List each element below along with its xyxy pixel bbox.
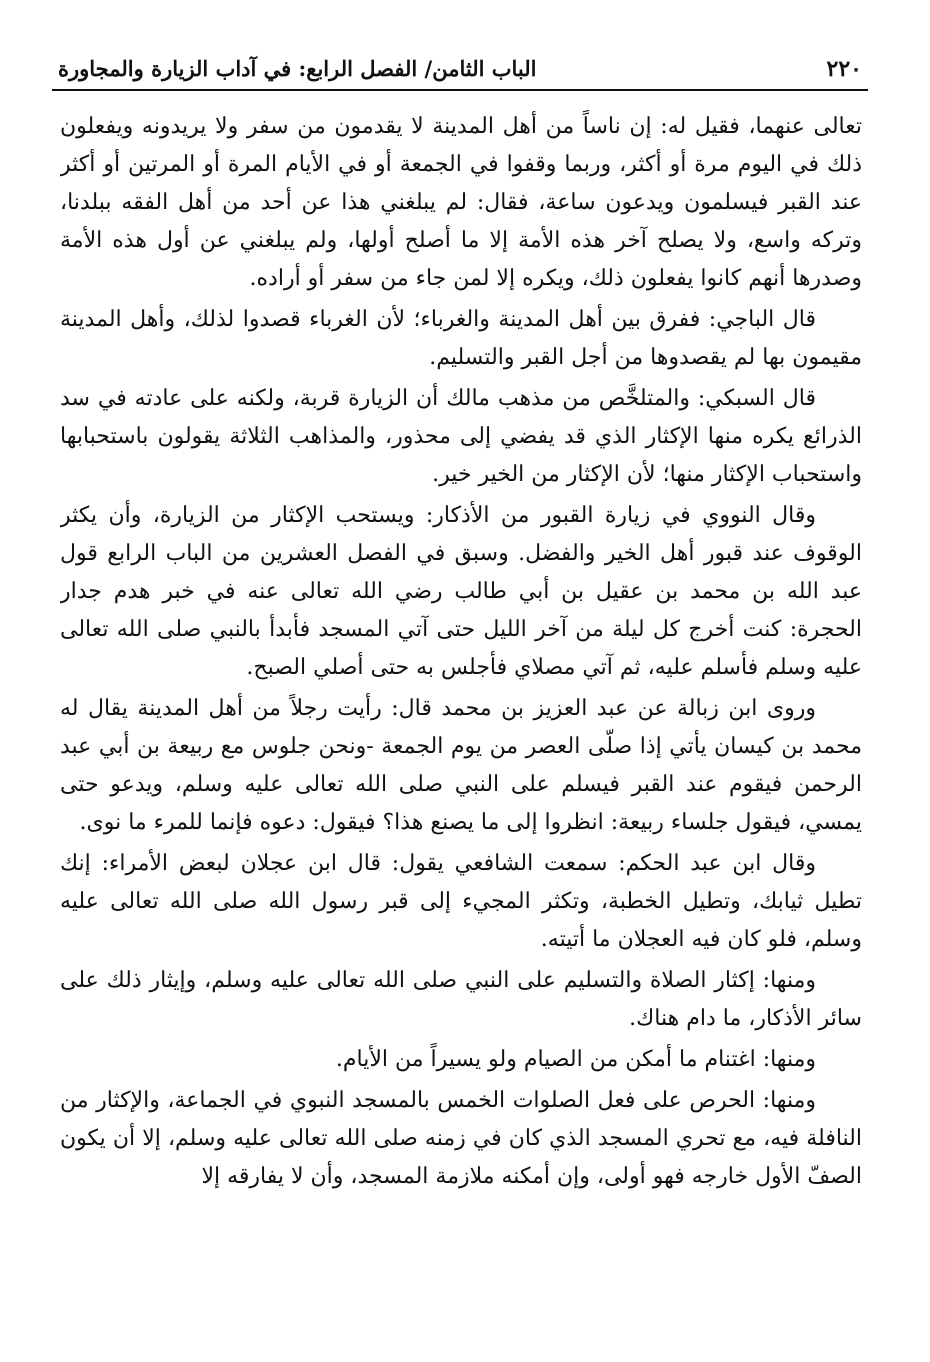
paragraph: قال الباجي: ففرق بين أهل المدينة والغرباء؛ لأن الغرباء قصدوا لذلك، وأهل المدينة مقيمون بها لم يقصدوها من أجل القبر والتسليم. — [60, 307, 862, 370]
page-header — [58, 40, 862, 84]
page-number: ٢٢٠ — [826, 56, 862, 82]
paragraph: ومنها: اغتنام ما أمكن من الصيام ولو يسيراً من الأيام. — [335, 1047, 816, 1072]
paragraph: وقال ابن عبد الحكم: سمعت الشافعي يقول: قال ابن عجلان لبعض الأمراء: إنك تطيل ثيابك، وتطيل الخطبة، وتكثر المجيء إلى قبر رسول الله صلى الله تعالى عليه وسلم، فلو كان فيه العجلان ما أتيته. — [60, 851, 862, 952]
paragraph: وقال النووي في زيارة القبور من الأذكار: ويستحب الإكثار من الزيارة، وأن يكثر الوقوف عند قبور أهل الخير والفضل. وسبق في الفصل العشرين من الباب الرابع قول عبد الله بن محمد بن عقيل بن أبي طالب رضي الله تعالى عنه في خبر هدم جدار الحجرة: كنت أخرج كل ليلة من آخر الليل حتى آتي المسجد فأبدأ بالنبي صلى الله تعالى عليه وسلم فأسلم عليه، ثم آتي مصلاي فأجلس به حتى أصلي الصبح. — [60, 503, 862, 680]
header-divider — [52, 89, 868, 91]
paragraph: ومنها: الحرص على فعل الصلوات الخمس بالمسجد النبوي في الجماعة، والإكثار من النافلة فيه، مع تحري المسجد الذي كان في زمنه صلى الله تعالى عليه وسلم، إلا أن يكون الصفّ الأول خارجه فهو أولى، وإن أمكنه ملازمة المسجد، وأن لا يفارقه إلا — [60, 1088, 862, 1189]
main-text — [60, 108, 862, 1332]
paragraph: ومنها: إكثار الصلاة والتسليم على النبي صلى الله تعالى عليه وسلم، وإيثار ذلك على سائر الأذكار، ما دام هناك. — [60, 968, 862, 1031]
paragraph: تعالى عنهما، فقيل له: إن ناساً من أهل المدينة لا يقدمون من سفر ولا يريدونه ويفعلون ذلك في اليوم مرة أو أكثر، وربما وقفوا في الجمعة أو في الأيام المرة أو المرتين أو أكثر عند القبر فيسلمون ويدعون ساعة، فقال: لم يبلغني هذا عن أحد من أهل الفقه ببلدنا، وتركه واسع، ولا يصلح آخر هذه الأمة إلا ما أصلح أولها، ولم يبلغني عن أول هذه الأمة وصدرها أنهم كانوا يفعلون ذلك، ويكره إلا لمن جاء من سفر أو أراده. — [60, 114, 862, 291]
paragraph: قال السبكي: والمتلخَّص من مذهب مالك أن الزيارة قربة، ولكنه على عادته في سد الذرائع يكره منها الإكثار الذي قد يفضي إلى محذور، والمذاهب الثلاثة يقولون باستحبابها واستحباب الإكثار منها؛ لأن الإكثار من الخير خير. — [60, 386, 862, 487]
paragraph: وروى ابن زبالة عن عبد العزيز بن محمد قال: رأيت رجلاً من أهل المدينة يقال له محمد بن كيسان يأتي إذا صلّى العصر من يوم الجمعة -ونحن جلوس مع ربيعة بن أبي عبد الرحمن فيقوم عند القبر فيسلم على النبي صلى الله تعالى عليه وسلم، ويدعو حتى يمسي، فيقول جلساء ربيعة: انظروا إلى ما يصنع هذا؟ فيقول: دعوه فإنما للمرء ما نوى. — [60, 696, 862, 835]
running-title: الباب الثامن/ الفصل الرابع: في آداب الزيارة والمجاورة — [58, 56, 537, 81]
